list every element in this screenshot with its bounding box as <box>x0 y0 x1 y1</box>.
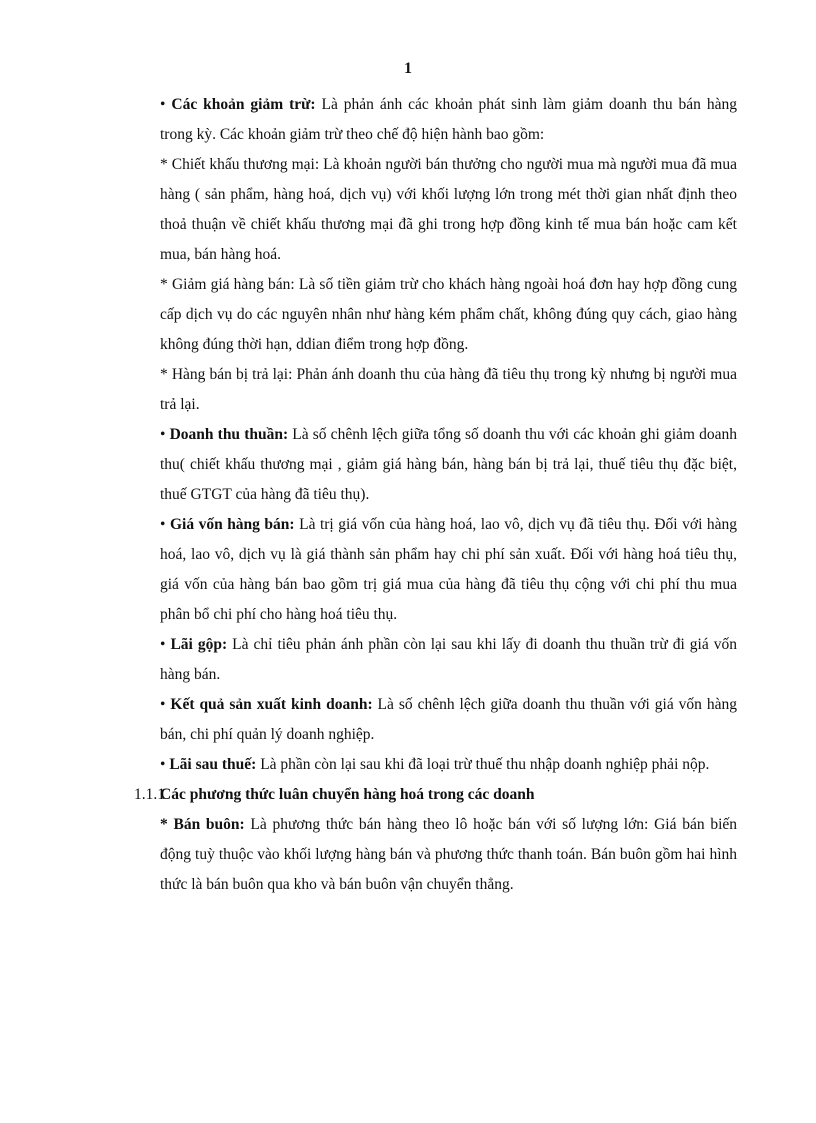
bullet: • <box>160 756 166 773</box>
bullet: • <box>160 426 166 443</box>
paragraph-trade-discount: * Chiết khấu thương mại: Là khoản người bán thưởng cho người mua mà người mua đã mua hàng ( sản phẩm, hàng hoá, dịch vụ) với khối lượng lớn trong mét thời gian nhất định theo thoả thuận về chiết khấu thương mại đã ghi trong hợp đồng kinh tế mua bán hoặc cam kết mua, bán hàng hoá. <box>160 156 737 263</box>
paragraph-profit-after-tax <box>160 750 737 780</box>
paragraph-sales-allowance: * Giảm giá hàng bán: Là số tiền giảm trừ cho khách hàng ngoài hoá đơn hay hợp đồng cung cấp dịch vụ do các nguyên nhân như hàng kém phẩm chất, không đúng quy cách, giao hàng không đúng thời hạn, ddian điểm trong hợp đồng. <box>160 276 737 353</box>
term-business-result: Kết quả sản xuất kinh doanh: <box>170 696 373 713</box>
term-net-revenue: Doanh thu thuần: <box>169 426 289 443</box>
text-gross-profit: Là chỉ tiêu phản ánh phần còn lại sau khi lấy đi doanh thu thuần trừ đi giá vốn hàng bán. <box>160 636 737 683</box>
paragraph-sales-returns: * Hàng bán bị trả lại: Phản ánh doanh thu của hàng đã tiêu thụ trong kỳ nhưng bị người mua trả lại. <box>160 366 737 413</box>
term-gross-profit: Lãi gộp: <box>170 636 228 653</box>
page-number: 1 <box>404 60 412 77</box>
text-wholesale: Là phương thức bán hàng theo lô hoặc bán với số lượng lớn: Giá bán biến động tuỳ thuộc vào khối lượng hàng bán và phương thức thanh toán. Bán buôn gồm hai hình thức là bán buôn qua kho và bán buôn vận chuyển thẳng. <box>160 816 737 893</box>
text-profit-after-tax: Là phần còn lại sau khi đã loại trừ thuế thu nhập doanh nghiệp phải nộp. <box>256 756 710 773</box>
text-cost-of-goods: Là trị giá vốn của hàng hoá, lao vô, dịch vụ đã tiêu thụ. Đối với hàng hoá, lao vô, dịch vụ là giá thành sản phẩm hay chi phí sản xuất. Đối với hàng hoá tiêu thụ, giá vốn của hàng bán bao gồm trị giá mua của hàng đã tiêu thụ cộng với chi phí thu mua phân bổ chi phí cho hàng hoá tiêu thụ. <box>160 516 738 623</box>
document-body <box>134 90 738 900</box>
term-wholesale: * Bán buôn: <box>160 816 245 833</box>
term-deductions: Các khoản giảm trừ: <box>171 96 316 113</box>
paragraph-deductions <box>160 90 737 150</box>
text-deductions: Là phản ánh các khoản phát sinh làm giảm doanh thu bán hàng trong kỳ. Các khoản giảm trừ theo chế độ hiện hành bao gồm: <box>160 96 737 143</box>
bullet: • <box>160 96 166 113</box>
section-heading <box>134 780 737 810</box>
paragraph-wholesale <box>160 810 737 900</box>
bullet: • <box>160 516 166 533</box>
section-title: Các phương thức luân chuyển hàng hoá trong các doanh <box>160 786 535 803</box>
paragraph-gross-profit <box>160 630 737 690</box>
text-business-result: Là số chênh lệch giữa doanh thu thuần với giá vốn hàng bán, chi phí quản lý doanh nghiệp. <box>160 696 737 743</box>
section-number: 1.1.1 <box>134 786 165 803</box>
term-cost-of-goods: Giá vốn hàng bán: <box>169 516 295 533</box>
term-profit-after-tax: Lãi sau thuế: <box>169 756 257 773</box>
paragraph-cost-of-goods <box>160 510 737 630</box>
text-net-revenue: Là số chênh lệch giữa tổng số doanh thu với các khoản ghi giảm doanh thu( chiết khấu thương mại , giảm giá hàng bán, hàng bán bị trả lại, thuế tiêu thụ đặc biệt, thuế GTGT của hàng đã tiêu thụ). <box>160 426 737 503</box>
bullet: • <box>160 636 166 653</box>
paragraph-net-revenue <box>160 420 737 510</box>
bullet: • <box>160 696 166 713</box>
paragraph-business-result <box>160 690 737 750</box>
